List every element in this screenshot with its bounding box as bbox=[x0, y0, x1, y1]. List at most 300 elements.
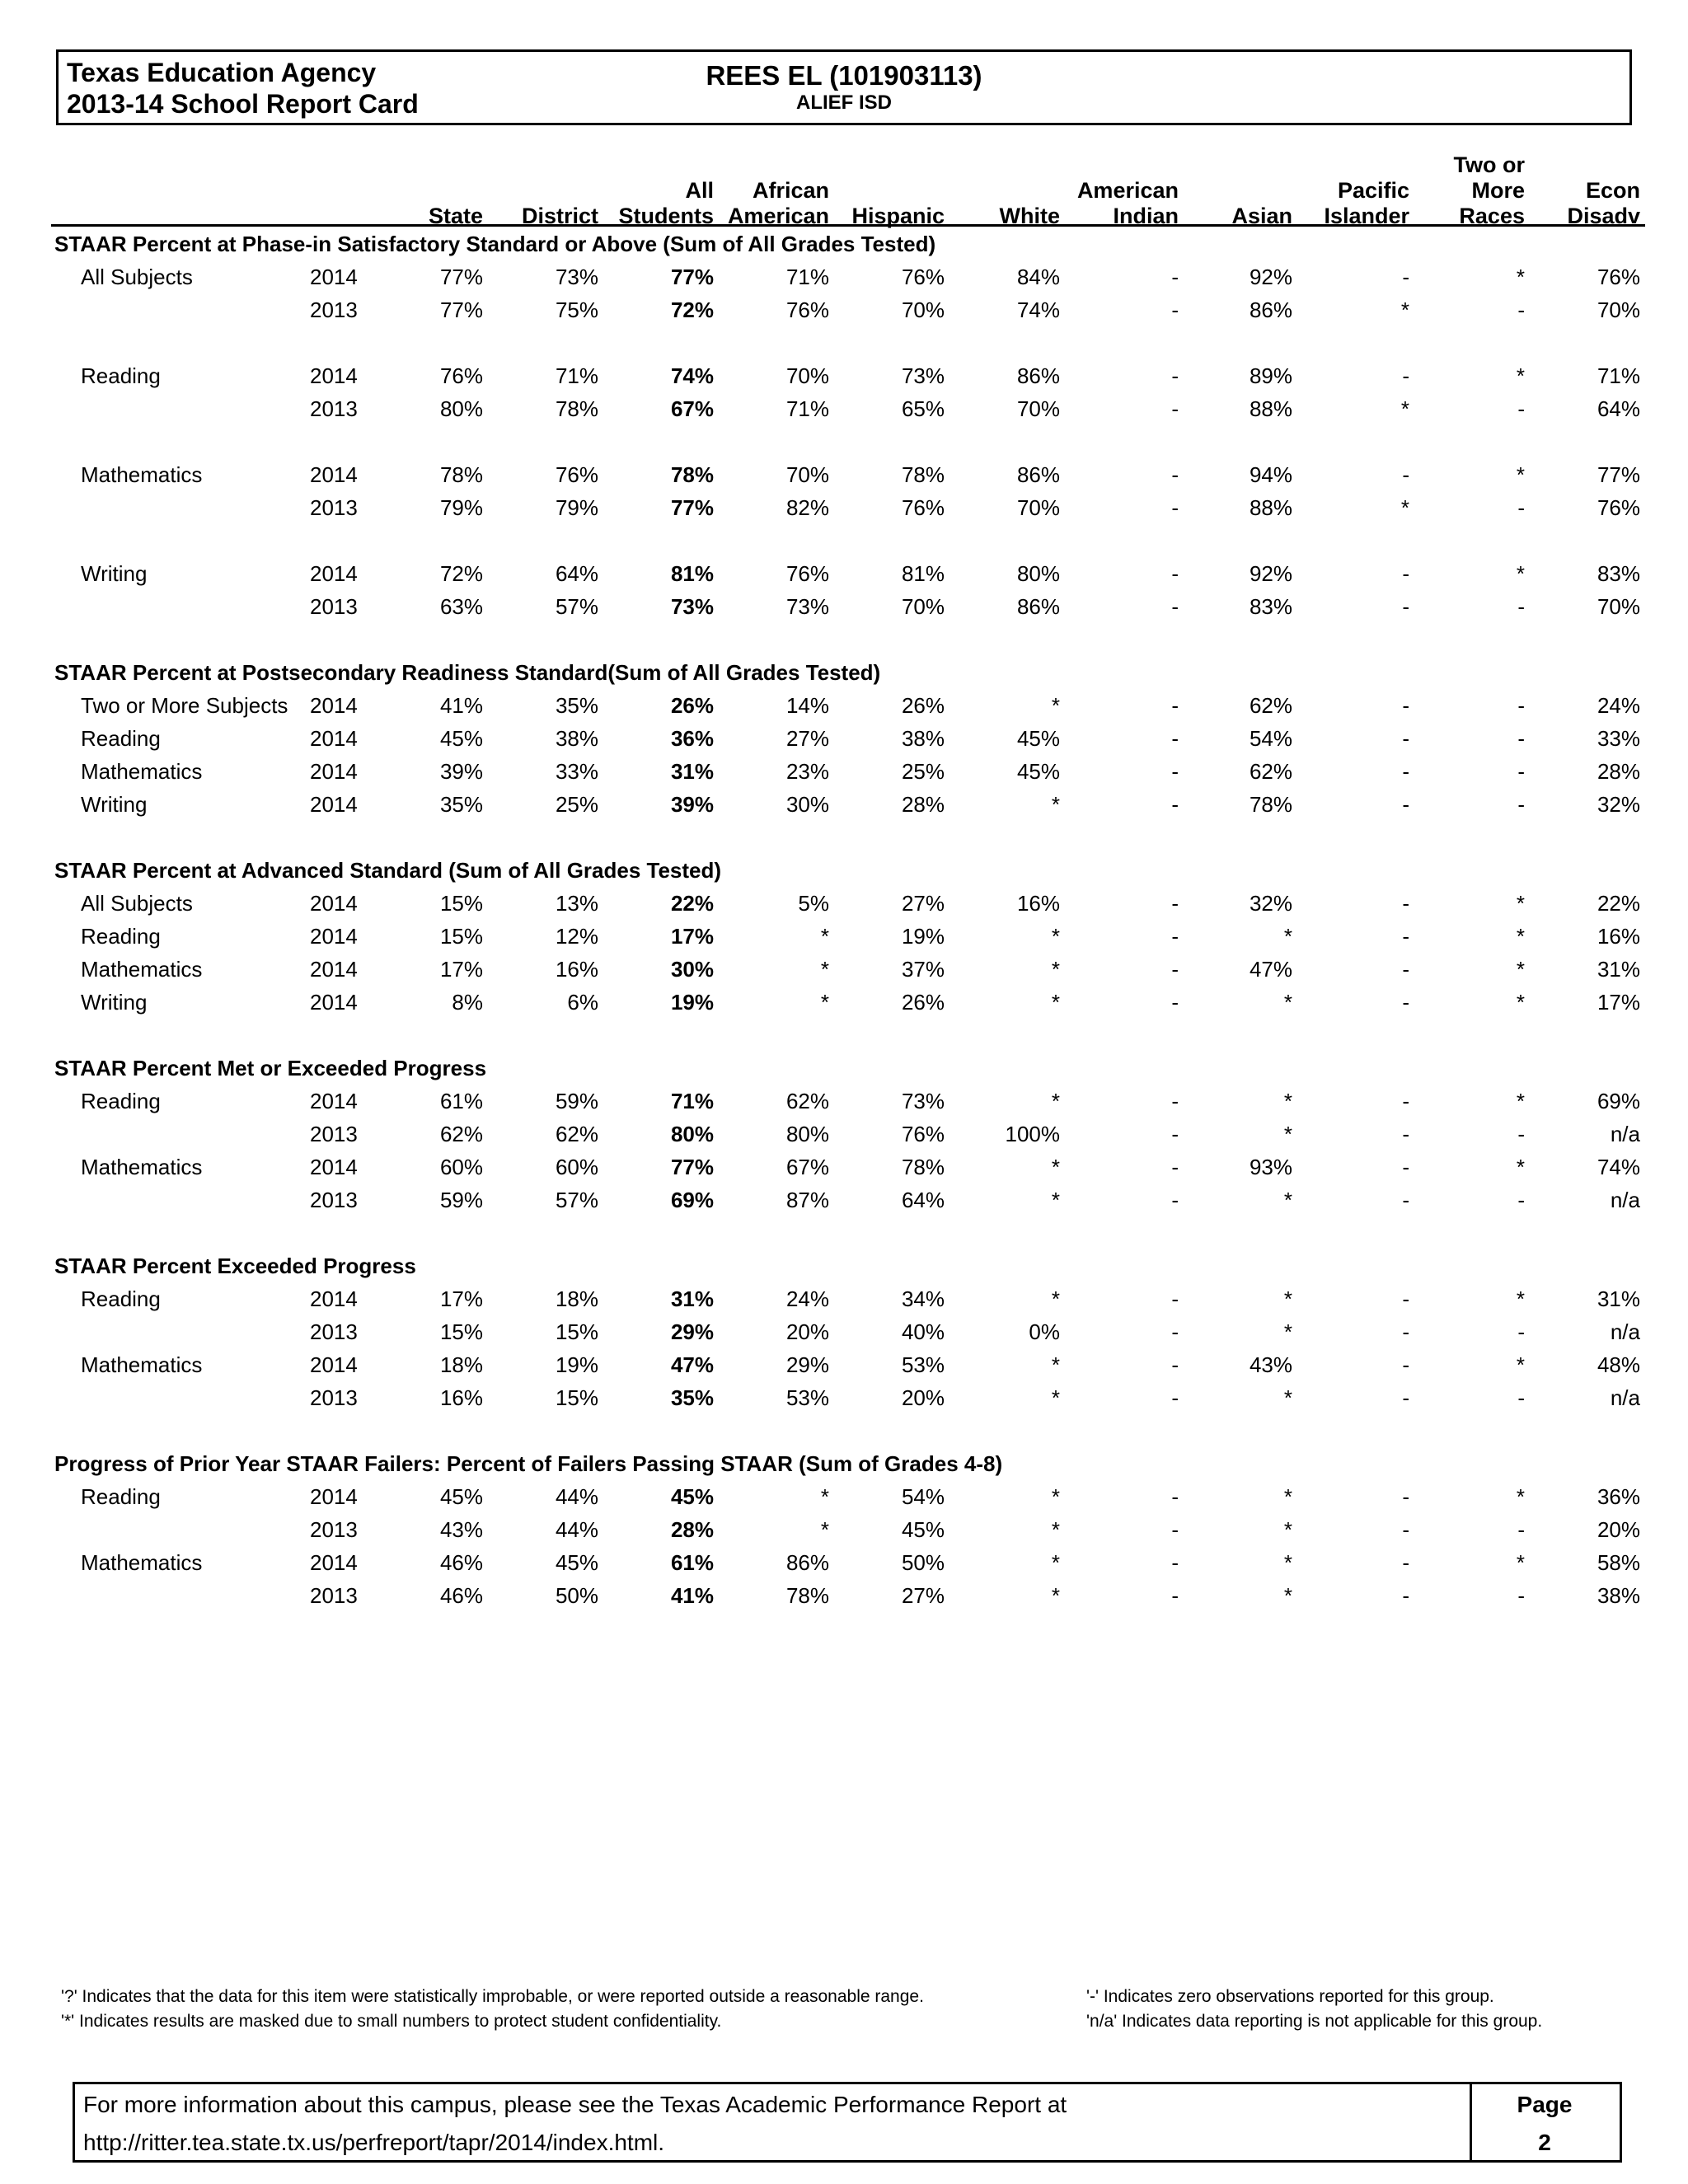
table-cell: 77% bbox=[439, 265, 483, 289]
column-header-line: American bbox=[727, 204, 829, 228]
table-cell: 62% bbox=[555, 1122, 598, 1146]
row-label: Mathematics bbox=[81, 1155, 203, 1179]
row-year: 2014 bbox=[310, 561, 358, 586]
table-cell: 32% bbox=[1597, 792, 1640, 817]
table-cell: - bbox=[1402, 1484, 1409, 1509]
table-row bbox=[0, 458, 1688, 491]
table-cell: 86% bbox=[1016, 594, 1060, 619]
table-row bbox=[0, 1085, 1688, 1118]
table-row bbox=[0, 1315, 1688, 1348]
table-cell: 23% bbox=[785, 759, 829, 784]
table-cell: - bbox=[1171, 495, 1179, 520]
table-cell: 79% bbox=[439, 495, 483, 520]
table-cell: - bbox=[1517, 792, 1525, 817]
table-cell: 69% bbox=[1597, 1089, 1640, 1113]
notes-left bbox=[61, 1985, 924, 2034]
table-cell: 74% bbox=[1597, 1155, 1640, 1179]
table-cell: 18% bbox=[439, 1352, 483, 1377]
table-cell: 14% bbox=[785, 693, 829, 718]
row-year: 2014 bbox=[310, 1286, 358, 1311]
table-cell: - bbox=[1402, 1385, 1409, 1410]
table-cell: 35% bbox=[670, 1385, 714, 1410]
table-cell: 60% bbox=[555, 1155, 598, 1179]
row-label: Reading bbox=[81, 924, 161, 949]
table-cell: 44% bbox=[555, 1517, 598, 1542]
table-cell: 80% bbox=[670, 1122, 714, 1146]
row-year: 2014 bbox=[310, 1550, 358, 1575]
table-row bbox=[0, 392, 1688, 425]
table-cell: 76% bbox=[439, 363, 483, 388]
table-cell: - bbox=[1402, 1352, 1409, 1377]
table-cell: * bbox=[1283, 924, 1292, 949]
table-cell: 27% bbox=[785, 726, 829, 751]
section-title: STAAR Percent at Postsecondary Readiness Standard(Sum of All Grades Tested) bbox=[54, 660, 881, 685]
table-cell: * bbox=[1516, 1550, 1525, 1575]
table-cell: 43% bbox=[1249, 1352, 1292, 1377]
table-cell: * bbox=[1516, 1484, 1525, 1509]
table-row bbox=[0, 722, 1688, 755]
table-cell: 47% bbox=[1249, 957, 1292, 982]
table-cell: 93% bbox=[1249, 1155, 1292, 1179]
table-cell: 84% bbox=[1016, 265, 1060, 289]
table-cell: n/a bbox=[1610, 1188, 1640, 1212]
table-cell: 44% bbox=[555, 1484, 598, 1509]
row-year: 2013 bbox=[310, 1583, 358, 1608]
table-row bbox=[0, 788, 1688, 821]
table-cell: 19% bbox=[901, 924, 945, 949]
table-cell: 29% bbox=[670, 1319, 714, 1344]
table-cell: - bbox=[1402, 924, 1409, 949]
table-cell: 88% bbox=[1249, 495, 1292, 520]
table-cell: - bbox=[1517, 298, 1525, 322]
table-cell: 71% bbox=[785, 265, 829, 289]
table-cell: 20% bbox=[785, 1319, 829, 1344]
table-cell: 45% bbox=[439, 1484, 483, 1509]
table-cell: * bbox=[1051, 1550, 1060, 1575]
table-cell: - bbox=[1402, 759, 1409, 784]
table-cell: * bbox=[1516, 891, 1525, 916]
table-cell: 32% bbox=[1249, 891, 1292, 916]
table-cell: - bbox=[1402, 891, 1409, 916]
row-label: Reading bbox=[81, 1286, 161, 1311]
table-cell: 31% bbox=[670, 759, 714, 784]
table-cell: 80% bbox=[1016, 561, 1060, 586]
row-year: 2014 bbox=[310, 363, 358, 388]
table-row bbox=[0, 293, 1688, 326]
section-title: STAAR Percent at Advanced Standard (Sum of All Grades Tested) bbox=[54, 858, 722, 883]
table-cell: 78% bbox=[1249, 792, 1292, 817]
table-cell: - bbox=[1402, 462, 1409, 487]
row-label: Mathematics bbox=[81, 759, 203, 784]
table-cell: 34% bbox=[901, 1286, 945, 1311]
table-cell: 37% bbox=[901, 957, 945, 982]
table-cell: 71% bbox=[670, 1089, 714, 1113]
table-cell: 38% bbox=[1597, 1583, 1640, 1608]
row-label: Reading bbox=[81, 1484, 161, 1509]
table-cell: * bbox=[820, 1517, 829, 1542]
table-cell: * bbox=[1400, 298, 1409, 322]
row-year: 2014 bbox=[310, 1352, 358, 1377]
table-cell: 31% bbox=[1597, 1286, 1640, 1311]
table-cell: - bbox=[1171, 1583, 1179, 1608]
note-zero: '-' Indicates zero observations reported for this group. bbox=[1086, 1987, 1494, 2006]
table-cell: - bbox=[1171, 1122, 1179, 1146]
row-year: 2014 bbox=[310, 792, 358, 817]
table-cell: - bbox=[1171, 561, 1179, 586]
row-year: 2013 bbox=[310, 1517, 358, 1542]
table-cell: 73% bbox=[785, 594, 829, 619]
table-cell: 16% bbox=[1597, 924, 1640, 949]
table-cell: * bbox=[1051, 792, 1060, 817]
table-cell: - bbox=[1171, 891, 1179, 916]
table-cell: - bbox=[1171, 1385, 1179, 1410]
table-cell: 19% bbox=[670, 990, 714, 1015]
table-cell: 70% bbox=[785, 462, 829, 487]
table-cell: 70% bbox=[1597, 594, 1640, 619]
table-cell: * bbox=[1283, 1286, 1292, 1311]
table-cell: 33% bbox=[1597, 726, 1640, 751]
table-cell: 77% bbox=[670, 495, 714, 520]
table-cell: 76% bbox=[555, 462, 598, 487]
table-row bbox=[0, 887, 1688, 920]
table-cell: - bbox=[1171, 1352, 1179, 1377]
table-cell: - bbox=[1171, 265, 1179, 289]
table-cell: 36% bbox=[670, 726, 714, 751]
table-cell: 69% bbox=[670, 1188, 714, 1212]
row-label: Mathematics bbox=[81, 957, 203, 982]
table-cell: * bbox=[1400, 495, 1409, 520]
table-row bbox=[0, 1282, 1688, 1315]
row-year: 2013 bbox=[310, 396, 358, 421]
table-cell: 87% bbox=[785, 1188, 829, 1212]
table-cell: * bbox=[1051, 1188, 1060, 1212]
table-cell: * bbox=[1051, 1089, 1060, 1113]
column-header-line: Two or bbox=[1453, 152, 1525, 177]
table-cell: * bbox=[820, 924, 829, 949]
table-cell: 45% bbox=[670, 1484, 714, 1509]
table-cell: * bbox=[1283, 1484, 1292, 1509]
table-cell: 80% bbox=[439, 396, 483, 421]
table-cell: 30% bbox=[785, 792, 829, 817]
table-cell: * bbox=[1283, 990, 1292, 1015]
table-cell: 43% bbox=[439, 1517, 483, 1542]
table-cell: 46% bbox=[439, 1550, 483, 1575]
table-cell: - bbox=[1402, 594, 1409, 619]
table-cell: 76% bbox=[1597, 265, 1640, 289]
table-cell: - bbox=[1402, 1550, 1409, 1575]
table-cell: * bbox=[1283, 1517, 1292, 1542]
table-cell: 78% bbox=[555, 396, 598, 421]
table-cell: 31% bbox=[1597, 957, 1640, 982]
table-cell: 50% bbox=[901, 1550, 945, 1575]
table-cell: 15% bbox=[439, 924, 483, 949]
table-cell: 76% bbox=[785, 561, 829, 586]
table-cell: * bbox=[1051, 1484, 1060, 1509]
table-cell: * bbox=[1516, 924, 1525, 949]
column-header-line: African bbox=[752, 178, 829, 203]
table-cell: 73% bbox=[555, 265, 598, 289]
column-header-line: Hispanic bbox=[851, 204, 945, 228]
table-cell: 76% bbox=[901, 1122, 945, 1146]
column-header-line: Islander bbox=[1324, 204, 1409, 228]
section-title: STAAR Percent Met or Exceeded Progress bbox=[54, 1056, 487, 1080]
table-cell: 6% bbox=[567, 990, 598, 1015]
table-cell: - bbox=[1517, 726, 1525, 751]
table-row bbox=[0, 755, 1688, 788]
table-cell: 57% bbox=[555, 594, 598, 619]
row-year: 2014 bbox=[310, 957, 358, 982]
table-cell: - bbox=[1517, 1517, 1525, 1542]
table-cell: 27% bbox=[901, 1583, 945, 1608]
table-cell: 54% bbox=[1249, 726, 1292, 751]
table-cell: 17% bbox=[670, 924, 714, 949]
table-cell: 72% bbox=[670, 298, 714, 322]
table-cell: 28% bbox=[901, 792, 945, 817]
table-cell: * bbox=[1051, 1352, 1060, 1377]
table-cell: 70% bbox=[1016, 495, 1060, 520]
table-cell: * bbox=[1051, 693, 1060, 718]
row-year: 2014 bbox=[310, 693, 358, 718]
table-cell: 40% bbox=[901, 1319, 945, 1344]
table-cell: 88% bbox=[1249, 396, 1292, 421]
table-cell: 94% bbox=[1249, 462, 1292, 487]
table-cell: 76% bbox=[1597, 495, 1640, 520]
footer-box bbox=[73, 2082, 1622, 2163]
table-cell: 29% bbox=[785, 1352, 829, 1377]
table-cell: * bbox=[1516, 1286, 1525, 1311]
table-cell: 54% bbox=[901, 1484, 945, 1509]
header-center bbox=[59, 60, 1629, 115]
table-cell: - bbox=[1171, 1484, 1179, 1509]
table-cell: 50% bbox=[555, 1583, 598, 1608]
table-cell: - bbox=[1402, 1122, 1409, 1146]
table-cell: * bbox=[1051, 1385, 1060, 1410]
table-cell: * bbox=[1051, 1517, 1060, 1542]
table-cell: - bbox=[1171, 1089, 1179, 1113]
table-cell: 17% bbox=[439, 1286, 483, 1311]
column-header-line: Indian bbox=[1113, 204, 1179, 228]
table-cell: 15% bbox=[439, 1319, 483, 1344]
table-cell: 74% bbox=[670, 363, 714, 388]
report-header bbox=[56, 49, 1632, 125]
table-cell: 45% bbox=[1016, 726, 1060, 751]
table-cell: 81% bbox=[670, 561, 714, 586]
table-row bbox=[0, 1480, 1688, 1513]
table-cell: 86% bbox=[1249, 298, 1292, 322]
table-cell: 24% bbox=[1597, 693, 1640, 718]
table-cell: - bbox=[1171, 396, 1179, 421]
table-cell: - bbox=[1517, 693, 1525, 718]
table-cell: 77% bbox=[670, 265, 714, 289]
table-cell: 39% bbox=[439, 759, 483, 784]
table-cell: - bbox=[1171, 759, 1179, 784]
table-cell: 92% bbox=[1249, 561, 1292, 586]
table-cell: n/a bbox=[1610, 1122, 1640, 1146]
table-cell: - bbox=[1171, 1286, 1179, 1311]
table-cell: * bbox=[1516, 990, 1525, 1015]
table-cell: 77% bbox=[1597, 462, 1640, 487]
table-cell: * bbox=[1051, 924, 1060, 949]
table-cell: - bbox=[1517, 1122, 1525, 1146]
table-cell: 53% bbox=[785, 1385, 829, 1410]
table-cell: - bbox=[1171, 957, 1179, 982]
row-label: Reading bbox=[81, 726, 161, 751]
table-row bbox=[0, 1151, 1688, 1183]
notes-right bbox=[1086, 1985, 1542, 2034]
district-name: ALIEF ISD bbox=[795, 91, 892, 114]
table-cell: 100% bbox=[1005, 1122, 1060, 1146]
table-cell: 25% bbox=[555, 792, 598, 817]
table-cell: 28% bbox=[670, 1517, 714, 1542]
table-cell: - bbox=[1517, 1583, 1525, 1608]
column-header-line: Students bbox=[618, 204, 714, 228]
table-cell: * bbox=[1516, 363, 1525, 388]
table-row bbox=[0, 1579, 1688, 1612]
table-cell: 12% bbox=[555, 924, 598, 949]
table-cell: 86% bbox=[1016, 363, 1060, 388]
table-cell: 24% bbox=[785, 1286, 829, 1311]
page-label: Page bbox=[1517, 2092, 1573, 2117]
table-cell: 45% bbox=[555, 1550, 598, 1575]
table-cell: 89% bbox=[1249, 363, 1292, 388]
table-cell: 81% bbox=[901, 561, 945, 586]
table-cell: 15% bbox=[439, 891, 483, 916]
table-cell: 57% bbox=[555, 1188, 598, 1212]
table-row bbox=[0, 1513, 1688, 1546]
table-cell: 16% bbox=[555, 957, 598, 982]
table-cell: 5% bbox=[798, 891, 829, 916]
table-cell: - bbox=[1402, 693, 1409, 718]
table-cell: * bbox=[1516, 1089, 1525, 1113]
table-cell: 38% bbox=[901, 726, 945, 751]
table-cell: n/a bbox=[1610, 1385, 1640, 1410]
table-row bbox=[0, 557, 1688, 590]
table-cell: - bbox=[1402, 1089, 1409, 1113]
table-cell: * bbox=[1283, 1122, 1292, 1146]
table-cell: 82% bbox=[785, 495, 829, 520]
table-cell: 41% bbox=[439, 693, 483, 718]
column-header-line: Econ bbox=[1585, 178, 1640, 203]
table-row bbox=[0, 590, 1688, 623]
page-number: 2 bbox=[1538, 2130, 1551, 2155]
table-cell: 92% bbox=[1249, 265, 1292, 289]
table-cell: * bbox=[1283, 1319, 1292, 1344]
table-cell: - bbox=[1171, 594, 1179, 619]
table-cell: - bbox=[1171, 298, 1179, 322]
row-year: 2014 bbox=[310, 1484, 358, 1509]
row-year: 2013 bbox=[310, 1122, 358, 1146]
table-row bbox=[0, 491, 1688, 524]
table-cell: 22% bbox=[670, 891, 714, 916]
table-cell: * bbox=[1283, 1385, 1292, 1410]
table-cell: - bbox=[1171, 363, 1179, 388]
page-indicator bbox=[1470, 2086, 1620, 2162]
table-cell: * bbox=[1516, 957, 1525, 982]
table-cell: 64% bbox=[1597, 396, 1640, 421]
table-cell: 59% bbox=[439, 1188, 483, 1212]
table-cell: 62% bbox=[1249, 693, 1292, 718]
table-cell: 71% bbox=[1597, 363, 1640, 388]
table-cell: 22% bbox=[1597, 891, 1640, 916]
column-header-line: Disadv bbox=[1567, 204, 1640, 228]
table-cell: 26% bbox=[901, 990, 945, 1015]
table-cell: - bbox=[1402, 561, 1409, 586]
table-cell: 78% bbox=[901, 462, 945, 487]
row-year: 2013 bbox=[310, 298, 358, 322]
table-cell: 35% bbox=[439, 792, 483, 817]
table-cell: 19% bbox=[555, 1352, 598, 1377]
row-year: 2014 bbox=[310, 990, 358, 1015]
row-label: All Subjects bbox=[81, 265, 193, 289]
table-cell: 30% bbox=[670, 957, 714, 982]
table-cell: 36% bbox=[1597, 1484, 1640, 1509]
table-cell: 71% bbox=[785, 396, 829, 421]
table-cell: 70% bbox=[785, 363, 829, 388]
table-cell: 26% bbox=[670, 693, 714, 718]
table-row bbox=[0, 1183, 1688, 1216]
table-cell: - bbox=[1517, 495, 1525, 520]
row-year: 2014 bbox=[310, 891, 358, 916]
table-cell: 73% bbox=[901, 1089, 945, 1113]
table-cell: 33% bbox=[555, 759, 598, 784]
table-cell: 70% bbox=[901, 594, 945, 619]
row-year: 2014 bbox=[310, 1155, 358, 1179]
table-cell: 17% bbox=[1597, 990, 1640, 1015]
table-cell: 25% bbox=[901, 759, 945, 784]
table-cell: 79% bbox=[555, 495, 598, 520]
table-cell: 63% bbox=[439, 594, 483, 619]
column-header-line: Pacific bbox=[1337, 178, 1409, 203]
table-cell: * bbox=[1516, 1155, 1525, 1179]
table-cell: * bbox=[1516, 265, 1525, 289]
table-cell: 0% bbox=[1029, 1319, 1060, 1344]
row-year: 2014 bbox=[310, 462, 358, 487]
table-cell: 17% bbox=[439, 957, 483, 982]
table-cell: - bbox=[1402, 1188, 1409, 1212]
table-cell: 15% bbox=[555, 1319, 598, 1344]
row-label: Mathematics bbox=[81, 462, 203, 487]
row-year: 2013 bbox=[310, 1188, 358, 1212]
table-cell: - bbox=[1402, 265, 1409, 289]
table-cell: - bbox=[1402, 957, 1409, 982]
table-cell: * bbox=[1283, 1550, 1292, 1575]
table-cell: 61% bbox=[439, 1089, 483, 1113]
table-cell: 15% bbox=[555, 1385, 598, 1410]
row-year: 2014 bbox=[310, 265, 358, 289]
table-cell: - bbox=[1402, 1319, 1409, 1344]
table-cell: 75% bbox=[555, 298, 598, 322]
table-cell: * bbox=[1516, 462, 1525, 487]
table-cell: - bbox=[1171, 1319, 1179, 1344]
table-cell: 62% bbox=[785, 1089, 829, 1113]
table-cell: * bbox=[1283, 1188, 1292, 1212]
table-cell: 73% bbox=[901, 363, 945, 388]
row-label: Mathematics bbox=[81, 1550, 203, 1575]
report-title: 2013-14 School Report Card bbox=[67, 89, 419, 119]
row-year: 2013 bbox=[310, 1319, 358, 1344]
row-label: Reading bbox=[81, 1089, 161, 1113]
table-cell: 70% bbox=[1016, 396, 1060, 421]
column-header-line: All bbox=[685, 178, 714, 203]
column-header-line: White bbox=[999, 204, 1060, 228]
table-cell: 76% bbox=[785, 298, 829, 322]
table-cell: 78% bbox=[901, 1155, 945, 1179]
footer-link[interactable]: http://ritter.tea.state.tx.us/perfreport/tapr/2014/index.html. bbox=[83, 2130, 665, 2155]
table-cell: 46% bbox=[439, 1583, 483, 1608]
table-cell: 62% bbox=[1249, 759, 1292, 784]
table-cell: 35% bbox=[555, 693, 598, 718]
table-cell: - bbox=[1517, 1319, 1525, 1344]
